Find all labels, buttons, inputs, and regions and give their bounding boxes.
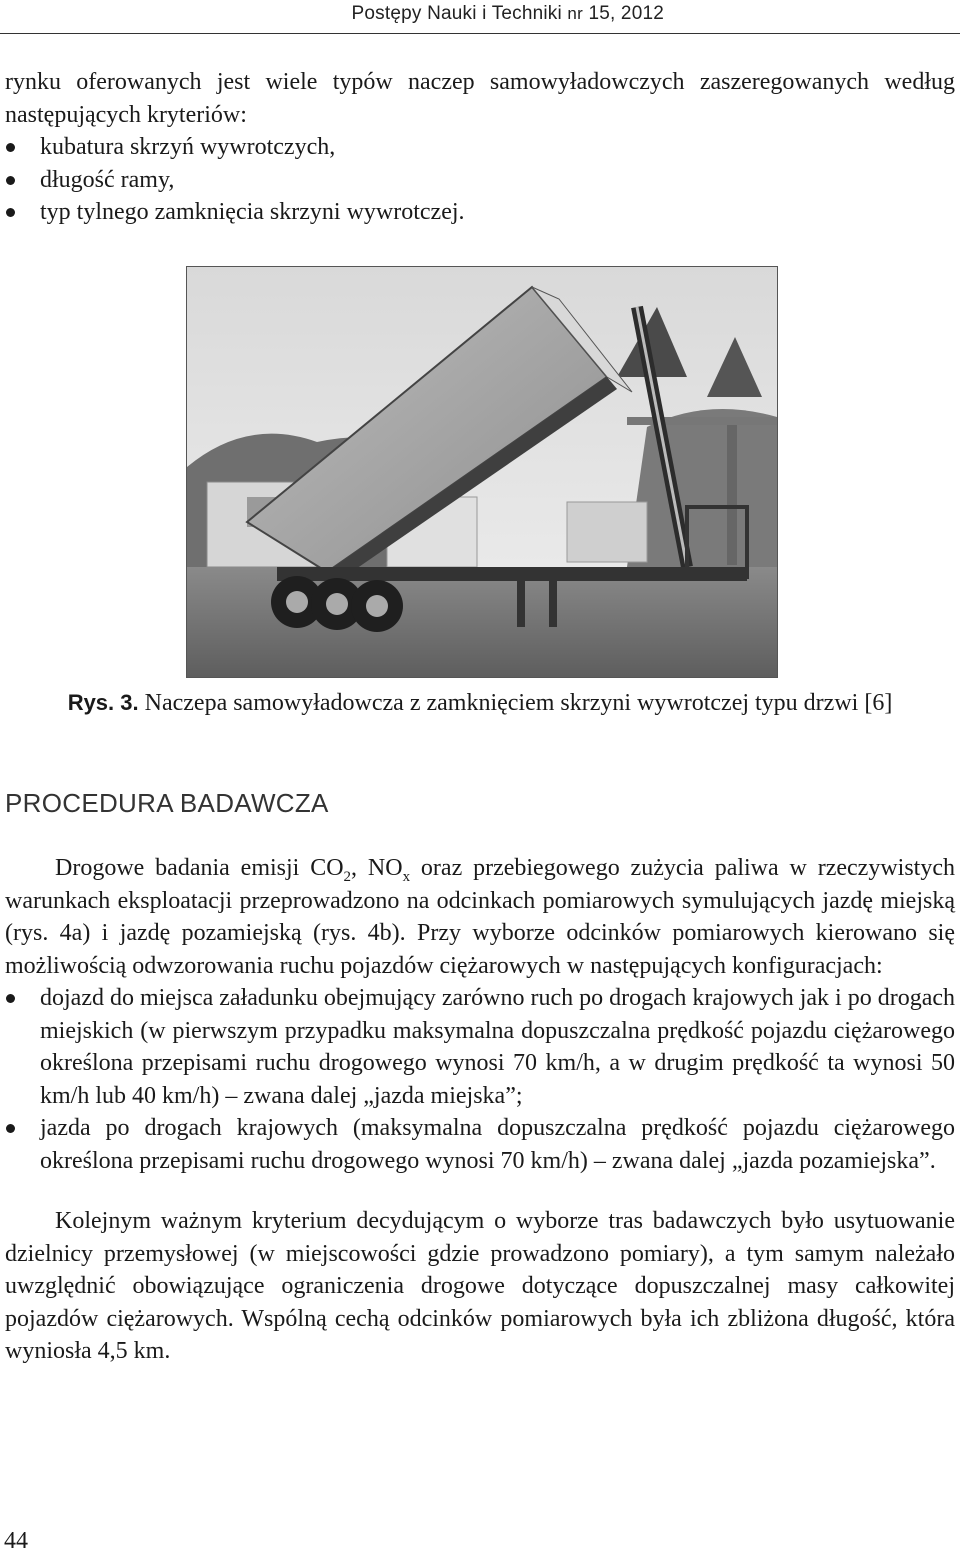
- criteria-list: [5, 131, 955, 229]
- bullet-icon: [6, 994, 15, 1003]
- section-title: PROCEDURA BADAWCZA: [5, 788, 329, 818]
- bullet-icon: [6, 1124, 15, 1133]
- criteria-item: długość ramy,: [5, 164, 955, 197]
- configuration-list: [5, 982, 955, 1177]
- intro-paragraph: rynku oferowanych jest wiele typów naczep samowyładowczych zaszeregowanych według następujących kryteriów:: [5, 69, 955, 128]
- intro-block: [5, 66, 955, 229]
- figure-photo-tipper-trailer: [186, 266, 778, 678]
- figure-caption-text: Naczepa samowyładowcza z zamknięciem skrzyni wywrotczej typu drzwi [6]: [144, 690, 893, 716]
- criteria-item: kubatura skrzyń wywrotczych,: [5, 131, 955, 164]
- configuration-item: jazda po drogach krajowych (maksymalna dopuszczalna prędkość pojazdu ciężarowego określona przepisami ruchu drogowego wynosi 70 km/h) – zwana dalej „jazda pozamiejska”.: [5, 1112, 955, 1177]
- header-rule: [0, 33, 960, 34]
- paragraph-2: Kolejnym ważnym kryterium decydującym o wyborze tras badawczych było usytuowanie dzielnicy przemysłowej (w miejscowości gdzie prowadzono pomiary), a tym samym należało uwzględnić obowiązujące ograniczenia drogowe dotyczące dopuszczalnej masy całkowitej pojazdów ciężarowych. Wspólną cechą odcinków pomiarowych była ich zbliżona długość, która wyniosła 4,5 km.: [5, 1208, 955, 1364]
- bullet-icon: [6, 176, 15, 185]
- section-body: [5, 852, 955, 1368]
- journal-title: Postępy Nauki i Techniki: [351, 3, 562, 24]
- page-number: 44: [4, 1528, 28, 1554]
- paragraph-1: Drogowe badania emisji $CO_2$, $NO_x$ oraz przebiegowego zużycia paliwa w rzeczywistych warunkach eksploatacji przeprowadzono na odcinkach pomiarowych symulujących jazdę miejską (rys. 4a) i jazdę pozamiejską (rys. 4b). Przy wyborze odcinków pomiarowych kierowano się możliwością odwzorowania ruchu pojazdów ciężarowych w następujących konfiguracjach:: [5, 855, 955, 979]
- configuration-item: dojazd do miejsca załadunku obejmujący zarówno ruch po drogach krajowych jak i po drogach miejskich (w pierwszym przypadku maksymalna dopuszczalna prędkość pojazdu ciężarowego określona przepisami ruchu drogowego wynosi 70 km/h, a w drugim prędkość ta wynosi 50 km/h lub 40 km/h) – zwana dalej „jazda miejska”;: [5, 982, 955, 1112]
- figure-label: Rys. 3.: [67, 690, 139, 715]
- bullet-icon: [6, 143, 15, 152]
- criteria-item: typ tylnego zamknięcia skrzyni wywrotczej.: [5, 196, 955, 229]
- issue-nr-label: nr: [567, 4, 583, 23]
- figure-caption: [0, 690, 960, 717]
- bullet-icon: [6, 208, 15, 217]
- tipper-trailer-illustration: [187, 267, 777, 677]
- issue-number: 15, 2012: [588, 3, 664, 24]
- running-header: [352, 3, 664, 25]
